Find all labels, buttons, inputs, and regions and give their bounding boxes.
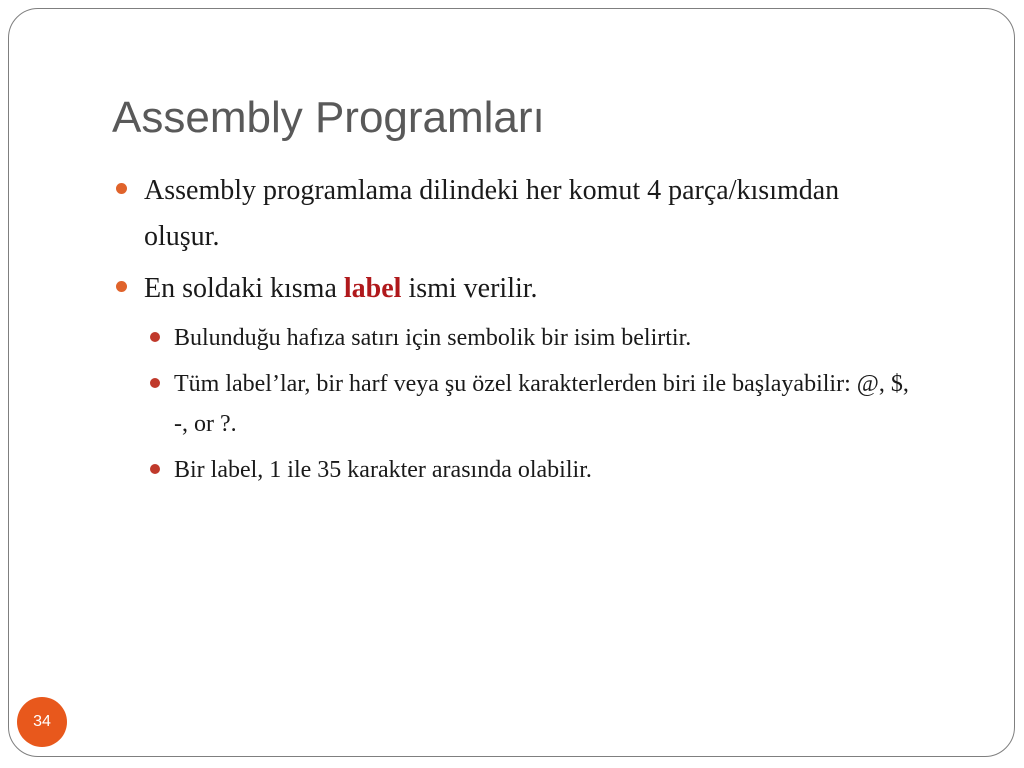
sub-bullet-item xyxy=(116,450,916,490)
bullet-list xyxy=(116,168,916,496)
bullet-item xyxy=(116,266,916,312)
sub-bullet-item xyxy=(116,318,916,358)
bullet-text-after: ismi verilir. xyxy=(401,273,538,304)
sub-bullet-text: Bir label, 1 ile 35 karakter arasında olabilir. xyxy=(174,457,592,483)
bullet-dot-icon xyxy=(116,183,127,194)
sub-bullet-text: Tüm label’lar, bir harf veya şu özel karakterlerden biri ile başlayabilir: @, $, -, or ?. xyxy=(174,371,909,437)
page-number-badge: 34 xyxy=(17,697,67,747)
bullet-text: Assembly programlama dilindeki her komut 4 parça/kısımdan oluşur. xyxy=(144,175,840,252)
sub-bullet-dot-icon xyxy=(150,378,160,388)
slide-title: Assembly Programları xyxy=(112,93,545,142)
sub-bullet-text: Bulunduğu hafıza satırı için sembolik bir isim belirtir. xyxy=(174,325,692,351)
bullet-dot-icon xyxy=(116,281,127,292)
sub-bullet-dot-icon xyxy=(150,332,160,342)
sub-bullet-dot-icon xyxy=(150,464,160,474)
bullet-text-before: En soldaki kısma xyxy=(144,273,344,304)
sub-bullet-item xyxy=(116,364,916,444)
bullet-item xyxy=(116,168,916,260)
highlighted-term: label xyxy=(343,273,402,304)
